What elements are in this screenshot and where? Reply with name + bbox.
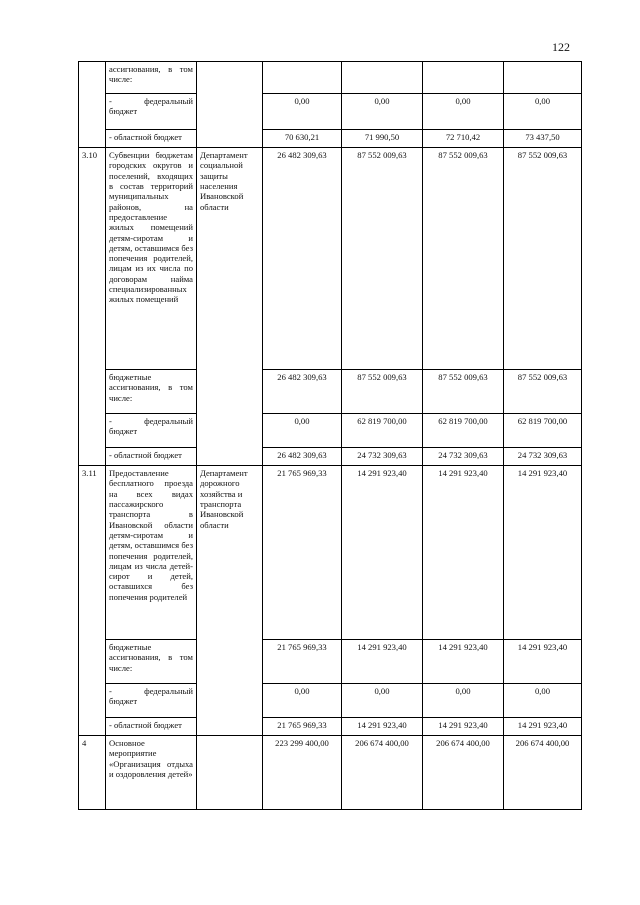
row-desc-cell: - областной бюджет [106,718,197,736]
value-cell [504,62,582,94]
value-cell: 0,00 [423,684,504,718]
value-cell: 0,00 [263,684,342,718]
table-row [79,370,582,414]
value-cell: 0,00 [263,94,342,130]
row-desc-cell: - областной бюджет [106,448,197,466]
value-cell: 206 674 400,00 [342,736,423,810]
value-cell: 0,00 [263,414,342,448]
table-row [79,736,582,810]
value-cell: 26 482 309,63 [263,370,342,414]
department-cell: Департамент дорожного хозяйства и транспорта Ивановской области [197,466,263,736]
row-desc-cell: Предоставление бесплатного проезда на всех видах пассажирского транспорта в Ивановской области детям-сиротам и детям, оставшимся без попечения родителей, лицам из числа детей-сирот и детей, оставшихся без попечения родителей [106,466,197,640]
row-desc-cell: ассигнования, в том числе: [106,62,197,94]
value-cell: 21 765 969,33 [263,718,342,736]
row-number-cell [79,62,106,148]
value-cell: 26 482 309,63 [263,448,342,466]
row-desc-cell: Субвенции бюджетам городских округов и поселений, входящих в состав территорий муниципальных районов, на предоставление жилых помещений детям-сиротам и детям, оставшимся без попечения родителей, лицам из их числа по договорам найма специализированных жилых помещений [106,148,197,370]
row-desc-cell: бюджетные ассигнования, в том числе: [106,640,197,684]
value-cell: 0,00 [504,94,582,130]
value-cell: 14 291 923,40 [342,718,423,736]
page-number: 122 [552,40,570,54]
value-cell: 0,00 [504,684,582,718]
row-number-cell: 3.10 [79,148,106,466]
value-cell: 14 291 923,40 [423,718,504,736]
value-cell: 87 552 009,63 [423,148,504,370]
row-desc-cell: - федеральный бюджет [106,94,197,130]
department-cell [197,736,263,810]
value-cell: 14 291 923,40 [423,640,504,684]
value-cell: 24 732 309,63 [504,448,582,466]
value-cell: 21 765 969,33 [263,640,342,684]
value-cell: 24 732 309,63 [342,448,423,466]
value-cell [423,62,504,94]
row-desc-cell: - федеральный бюджет [106,414,197,448]
value-cell: 14 291 923,40 [504,466,582,640]
value-cell: 24 732 309,63 [423,448,504,466]
table-row [79,448,582,466]
value-cell: 0,00 [342,94,423,130]
row-desc-cell: - федеральный бюджет [106,684,197,718]
value-cell [263,62,342,94]
department-cell [197,62,263,148]
table-row [79,148,582,370]
row-desc-cell: - областной бюджет [106,130,197,148]
value-cell: 14 291 923,40 [342,640,423,684]
value-cell: 206 674 400,00 [504,736,582,810]
row-desc-cell: Основное мероприятие «Организация отдыха и оздоровления детей» [106,736,197,810]
value-cell: 71 990,50 [342,130,423,148]
table-row [79,130,582,148]
value-cell: 14 291 923,40 [423,466,504,640]
row-number-cell: 3.11 [79,466,106,736]
value-cell: 21 765 969,33 [263,466,342,640]
table-row [79,684,582,718]
row-desc-cell: бюджетные ассигнования, в том числе: [106,370,197,414]
value-cell: 87 552 009,63 [504,148,582,370]
value-cell: 223 299 400,00 [263,736,342,810]
table-row [79,466,582,640]
value-cell: 73 437,50 [504,130,582,148]
value-cell: 62 819 700,00 [504,414,582,448]
value-cell: 0,00 [423,94,504,130]
table-row [79,640,582,684]
value-cell: 62 819 700,00 [342,414,423,448]
value-cell: 72 710,42 [423,130,504,148]
table-row [79,414,582,448]
table-row [79,62,582,94]
value-cell: 87 552 009,63 [342,370,423,414]
table-row [79,94,582,130]
value-cell: 26 482 309,63 [263,148,342,370]
budget-table [78,61,582,810]
value-cell: 70 630,21 [263,130,342,148]
value-cell: 62 819 700,00 [423,414,504,448]
value-cell [342,62,423,94]
value-cell: 87 552 009,63 [504,370,582,414]
value-cell: 14 291 923,40 [342,466,423,640]
table-row [79,718,582,736]
value-cell: 206 674 400,00 [423,736,504,810]
row-number-cell: 4 [79,736,106,810]
value-cell: 87 552 009,63 [423,370,504,414]
value-cell: 87 552 009,63 [342,148,423,370]
value-cell: 14 291 923,40 [504,718,582,736]
value-cell: 14 291 923,40 [504,640,582,684]
department-cell: Департамент социальной защиты населения Ивановской области [197,148,263,466]
value-cell: 0,00 [342,684,423,718]
